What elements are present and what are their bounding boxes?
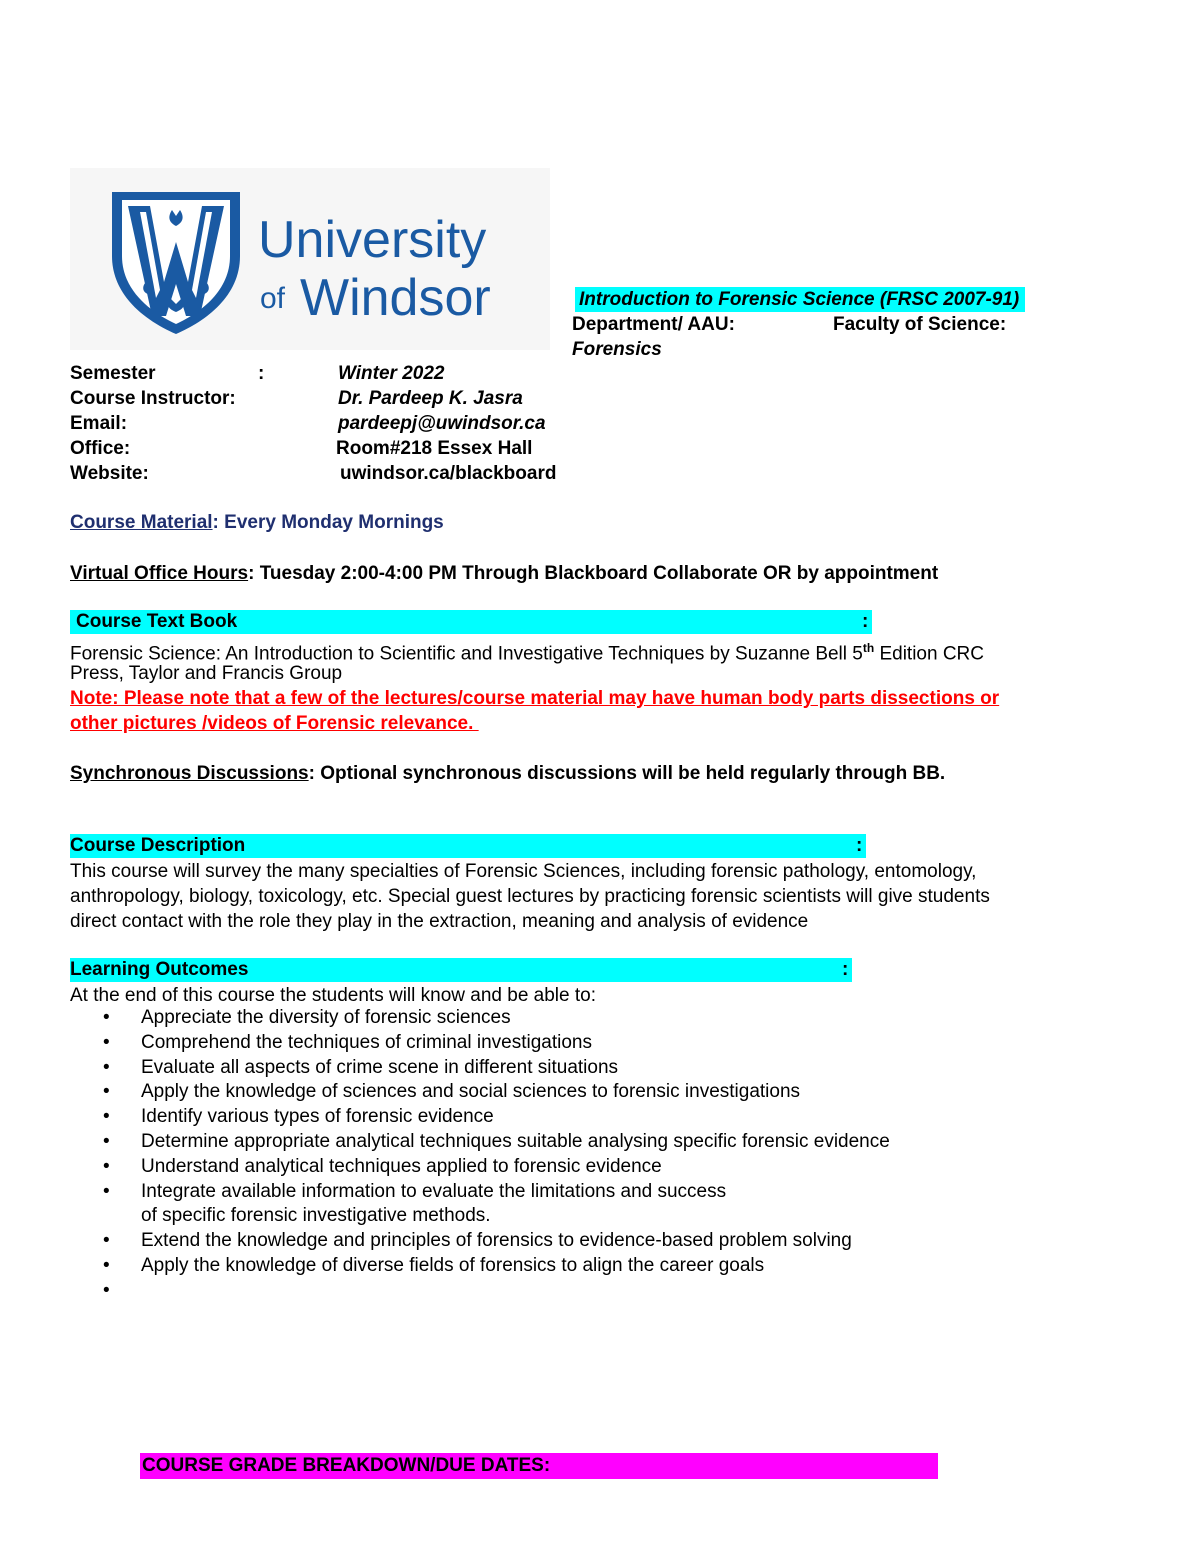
description-line-1: This course will survey the many specialties of Forensic Sciences, including forensic pathology, entomology, (70, 861, 977, 882)
outcomes-heading: Learning Outcomes (70, 959, 249, 980)
office-label: Office: (70, 438, 131, 459)
list-item: • Determine appropriate analytical techniques suitable analysing specific forensic evidence (70, 1130, 890, 1155)
instructor-value: Dr. Pardeep K. Jasra (338, 388, 523, 409)
list-item: • Integrate available information to evaluate the limitations and success (70, 1180, 890, 1205)
department-value-cont: Forensics (572, 339, 662, 360)
website-label: Website: (70, 463, 149, 484)
description-heading-colon: : (856, 835, 863, 856)
course-material-label: Course Material (70, 512, 213, 533)
list-item: • Extend the knowledge and principles of forensics to evidence-based problem solving (70, 1229, 890, 1254)
list-item-empty (70, 1279, 890, 1304)
description-heading: Course Description (70, 835, 246, 856)
description-line-2: anthropology, biology, toxicology, etc. Special guest lectures by practicing forensic scientists will give students (70, 886, 990, 907)
sync-discussions-label: Synchronous Discussions (70, 763, 309, 784)
university-logo (70, 168, 550, 350)
textbook-note-line1: Note: Please note that a few of the lectures/course material may have human body parts dissections or (70, 688, 1000, 709)
instructor-label: Course Instructor: (70, 388, 236, 409)
list-item: • Appreciate the diversity of forensic sciences (70, 1006, 890, 1031)
website-value[interactable]: uwindsor.ca/blackboard (340, 463, 557, 484)
list-item: • Apply the knowledge of sciences and social sciences to forensic investigations (70, 1080, 890, 1105)
textbook-heading-colon: : (862, 611, 869, 632)
outcomes-intro: At the end of this course the students will know and be able to: (70, 985, 596, 1006)
list-item: • Evaluate all aspects of crime scene in different situations (70, 1056, 890, 1081)
logo-line-of: of (260, 282, 286, 315)
email-value[interactable]: pardeepj@uwindsor.ca (338, 413, 546, 434)
course-title: Introduction to Forensic Science (FRSC 2007-91) (575, 287, 1025, 312)
office-hours-line (70, 561, 938, 586)
list-item: • Identify various types of forensic evidence (70, 1105, 890, 1130)
textbook-body-line2: Press, Taylor and Francis Group (70, 663, 343, 684)
sync-discussions-line (70, 761, 945, 786)
course-material-line (70, 510, 444, 535)
university-shield-icon (106, 186, 246, 336)
list-item: • Understand analytical techniques applied to forensic evidence (70, 1155, 890, 1180)
textbook-heading: Course Text Book (76, 611, 238, 632)
grade-breakdown-heading (140, 1453, 938, 1479)
outcomes-list (70, 1006, 890, 1304)
grade-breakdown-text: COURSE GRADE BREAKDOWN/DUE DATES: (142, 1455, 551, 1476)
office-hours-value: : Tuesday 2:00-4:00 PM Through Blackboard Collaborate OR by appointment (248, 563, 939, 584)
list-item-continuation: of specific forensic investigative methods. (141, 1205, 491, 1227)
sync-discussions-value: : Optional synchronous discussions will be held regularly through BB. (308, 763, 946, 784)
list-item: • Comprehend the techniques of criminal investigations (70, 1031, 890, 1056)
semester-value: Winter 2022 (338, 363, 445, 384)
department-value: Faculty of Science: (833, 314, 1007, 335)
textbook-note-line2: other pictures /videos of Forensic relevance. (70, 713, 479, 734)
textbook-body-text-2: Edition CRC (874, 643, 984, 665)
textbook-heading-bar (70, 610, 872, 634)
office-hours-label: Virtual Office Hours (70, 563, 249, 584)
description-heading-bar (70, 834, 866, 858)
textbook-superscript: th (862, 641, 875, 655)
course-material-value: : Every Monday Mornings (212, 512, 444, 533)
logo-line-windsor: Windsor (300, 269, 491, 327)
outcomes-heading-bar (70, 958, 852, 982)
textbook-body-text: Forensic Science: An Introduction to Scientific and Investigative Techniques by Suzanne Bell 5 (70, 643, 863, 665)
office-value: Room#218 Essex Hall (336, 438, 533, 459)
description-line-3: direct contact with the role they play in the extraction, meaning and analysis of evidence (70, 911, 809, 932)
semester-colon: : (258, 363, 265, 384)
email-label: Email: (70, 413, 128, 434)
semester-label: Semester (70, 363, 156, 384)
list-item: • Apply the knowledge of diverse fields of forensics to align the career goals (70, 1254, 890, 1279)
department-label: Department/ AAU: (572, 314, 735, 335)
logo-line-university: University (258, 211, 487, 269)
outcomes-heading-colon: : (842, 959, 849, 980)
